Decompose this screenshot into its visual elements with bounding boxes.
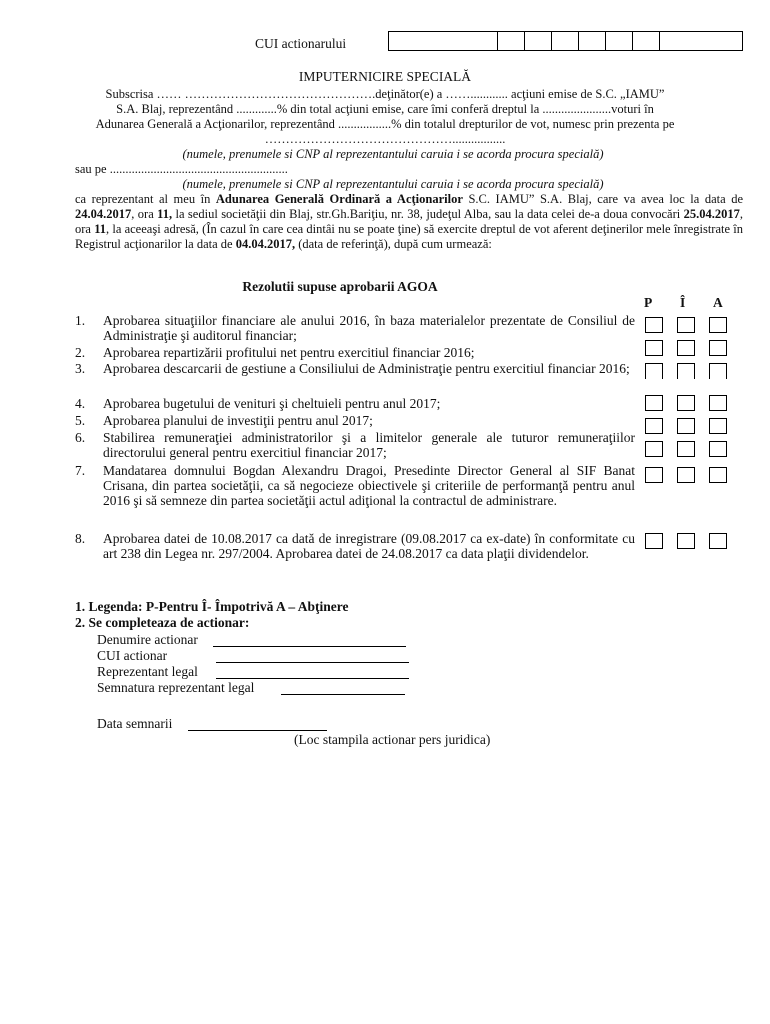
semnatura-label: Semnatura reprezentant legal <box>97 680 255 695</box>
cui-cell[interactable] <box>660 32 742 50</box>
vote-checkbox-impotriva[interactable] <box>677 317 695 333</box>
intro-line-3: Adunarea Generală a Acţionarilor, reprezentând .................% din totalul drepturilor de vot, numesc prin prezenta pe <box>95 117 675 131</box>
vote-checkbox-abtinere[interactable] <box>709 363 727 379</box>
resolution-text: Aprobarea descarcarii de gestiune a Consiliului de Administraţie pentru exercitiul financiar 2016; <box>103 361 630 376</box>
legend-line: 1. Legenda: P-Pentru Î- Împotrivă A – Abţinere <box>75 599 349 614</box>
vote-checkbox-abtinere[interactable] <box>709 418 727 434</box>
sau-pe-line: sau pe ......................................................... <box>75 162 288 176</box>
cui-actionar-label: CUI actionar <box>97 648 168 663</box>
vote-checkbox-abtinere[interactable] <box>709 533 727 549</box>
cui-actionar-field[interactable] <box>216 662 409 663</box>
resolution-number: 2. <box>75 345 86 360</box>
resolution-number: 4. <box>75 396 86 411</box>
vote-checkbox-abtinere[interactable] <box>709 441 727 457</box>
column-header-impotriva: Î <box>680 295 686 310</box>
vote-checkbox-pentru[interactable] <box>645 317 663 333</box>
resolution-text: Stabilirea remuneraţiei administratorilor şi a limitelor generale ale tuturor remuneraţiilor directorului general pentru exercitiul financiar 2017; <box>103 430 635 461</box>
resolutions-heading: Rezolutii supuse aprobarii AGOA <box>242 279 438 294</box>
resolution-text: Aprobarea planului de investiţii pentru anul 2017; <box>103 413 373 428</box>
vote-checkbox-impotriva[interactable] <box>677 340 695 356</box>
vote-checkbox-pentru[interactable] <box>645 533 663 549</box>
cui-cell[interactable] <box>579 32 606 50</box>
column-header-pentru: P <box>644 295 653 310</box>
resolution-number: 6. <box>75 430 86 445</box>
cui-cell[interactable] <box>389 32 498 50</box>
intro-line-2: S.A. Blaj, reprezentând .............% din total acţiuni emise, care îmi conferă dreptul la ......................voturi în <box>116 102 654 116</box>
completion-instruction: 2. Se completeaza de actionar: <box>75 615 250 630</box>
document-title: IMPUTERNICIRE SPECIALĂ <box>298 69 472 84</box>
cui-cell[interactable] <box>498 32 525 50</box>
stamp-placeholder: (Loc stampila actionar pers juridica) <box>294 732 491 747</box>
cui-cell[interactable] <box>525 32 552 50</box>
cui-label: CUI actionarului <box>255 36 347 51</box>
resolution-number: 1. <box>75 313 86 328</box>
semnatura-field[interactable] <box>281 694 405 695</box>
representative-note-2: (numele, prenumele si CNP al reprezentantului caruia i se acorda procura specială) <box>182 177 604 191</box>
vote-checkbox-pentru[interactable] <box>645 418 663 434</box>
reprezentant-legal-field[interactable] <box>216 678 409 679</box>
cui-cell[interactable] <box>552 32 579 50</box>
vote-checkbox-impotriva[interactable] <box>677 363 695 379</box>
resolution-number: 7. <box>75 463 86 478</box>
vote-checkbox-pentru[interactable] <box>645 441 663 457</box>
vote-checkbox-abtinere[interactable] <box>709 395 727 411</box>
cui-cell[interactable] <box>633 32 660 50</box>
resolution-text: Aprobarea repartizării profitului net pentru exercitiul financiar 2016; <box>103 345 475 360</box>
denumire-actionar-label: Denumire actionar <box>97 632 198 647</box>
vote-checkbox-pentru[interactable] <box>645 363 663 379</box>
resolution-text: Aprobarea bugetului de venituri şi cheltuieli pentru anul 2017; <box>103 396 441 411</box>
resolution-number: 8. <box>75 531 86 546</box>
cui-cell[interactable] <box>606 32 633 50</box>
column-header-abtinere: A <box>713 295 723 310</box>
resolution-number: 3. <box>75 361 86 376</box>
denumire-actionar-field[interactable] <box>213 646 406 647</box>
data-semnarii-label: Data semnarii <box>97 716 173 731</box>
vote-checkbox-impotriva[interactable] <box>677 467 695 483</box>
cui-input-grid[interactable] <box>388 31 743 51</box>
vote-checkbox-abtinere[interactable] <box>709 467 727 483</box>
vote-checkbox-impotriva[interactable] <box>677 418 695 434</box>
intro-line-4: ………………………………………................. <box>264 132 506 146</box>
vote-checkbox-pentru[interactable] <box>645 395 663 411</box>
vote-checkbox-impotriva[interactable] <box>677 441 695 457</box>
vote-checkbox-pentru[interactable] <box>645 340 663 356</box>
vote-checkbox-impotriva[interactable] <box>677 395 695 411</box>
data-semnarii-field[interactable] <box>188 730 327 731</box>
vote-checkbox-impotriva[interactable] <box>677 533 695 549</box>
vote-checkbox-pentru[interactable] <box>645 467 663 483</box>
intro-line-1: Subscrisa …… ……………………………………….deţinător(e) a ……............ acţiuni emise de S.C. „IAMU” <box>105 87 665 101</box>
vote-checkbox-abtinere[interactable] <box>709 317 727 333</box>
resolution-number: 5. <box>75 413 86 428</box>
representative-note-1: (numele, prenumele si CNP al reprezentantului caruia i se acorda procura specială) <box>182 147 604 161</box>
vote-checkbox-abtinere[interactable] <box>709 340 727 356</box>
reprezentant-legal-label: Reprezentant legal <box>97 664 198 679</box>
resolution-text: Mandatarea domnului Bogdan Alexandru Dragoi, Presedinte Director General al SIF Banat Crisana, din partea societăţii, ca să negocieze obiectivele şi criteriile de performanţă pentru anul 2016 şi să semneze din partea societăţii actul adiţional la contractul de administrare. <box>103 463 635 509</box>
resolution-text: Aprobarea situaţiilor financiare ale anului 2016, în baza materialelor prezentate de Consiliul de Administraţie şi auditorul financiar; <box>103 313 635 344</box>
mandate-paragraph: ca reprezentant al meu în Adunarea Generală Ordinară a Acţionarilor S.C. IAMU” S.A. Blaj, care va avea loc la data de 24.04.2017, ora 11, la sediul societăţii din Blaj, str.Gh.Bariţiu, nr. 38, judeţul Alba, sau la data celei de-a doua convocări 25.04.2017, ora 11, la aceeaşi adresă, (În cazul în care cea dintâi nu se poate ţine) să exercite dreptul de vot aferent deţinerilor mele înregistrate în Registrul acţionarilor la data de 04.04.2017, (data de referinţă), după cum urmează: <box>75 192 744 251</box>
resolution-text: Aprobarea datei de 10.08.2017 ca dată de inregistrare (09.08.2017 ca ex-date) în conformitate cu art 238 din Legea nr. 297/2004. Aprobarea datei de 24.08.2017 ca data plaţii dividendelor. <box>103 531 635 562</box>
